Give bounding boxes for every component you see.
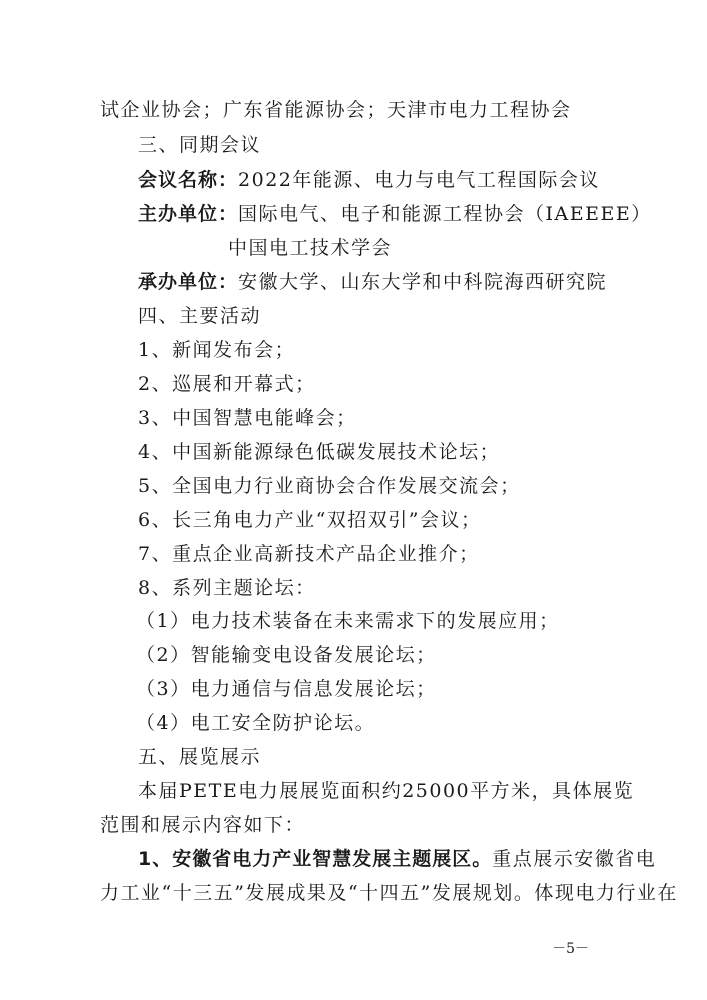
organizer-value: 安徽大学、山东大学和中科院海西研究院 [238, 271, 608, 293]
exhibit-area-text: 重点展示安徽省电 [492, 848, 657, 870]
body-paragraph-cont: 范围和展示内容如下： [100, 814, 306, 836]
meeting-name-row [138, 168, 600, 192]
section-heading-3: 三、同期会议 [138, 134, 262, 156]
activity-item: 6、长三角电力产业“双招双引”会议； [138, 509, 482, 531]
forum-item: （1）电力技术装备在未来需求下的发展应用； [136, 610, 560, 632]
host-value: 国际电气、电子和能源工程协会（IAEEEE） [238, 203, 652, 225]
meeting-name-label: 会议名称： [138, 169, 239, 191]
paragraph-continuation: 试企业协会；广东省能源协会；天津市电力工程协会 [100, 99, 572, 121]
page-number: －5－ [552, 941, 589, 957]
activity-item: 8、系列主题论坛： [138, 577, 316, 599]
activity-item: 1、新闻发布会； [138, 339, 296, 361]
meeting-name-value: 2022年能源、电力与电气工程国际会议 [238, 169, 600, 191]
activity-item: 4、中国新能源绿色低碳发展技术论坛； [138, 441, 501, 463]
exhibit-area-cont: 力工业“十三五”发展成果及“十四五”发展规划。体现电力行业在 [100, 882, 678, 904]
section-heading-5: 五、展览展示 [138, 746, 262, 768]
host-row [138, 202, 652, 226]
activity-item: 5、全国电力行业商协会合作发展交流会； [138, 475, 521, 497]
body-paragraph: 本届PETE电力展展览面积约25000平方米，具体展览 [138, 780, 635, 802]
forum-item: （2）智能输变电设备发展论坛； [136, 644, 437, 666]
forum-item: （3）电力通信与信息发展论坛； [136, 678, 437, 700]
exhibit-area-title: 1、安徽省电力产业智慧发展主题展区。 [138, 848, 493, 870]
exhibit-area-row [138, 847, 656, 871]
activity-item: 3、中国智慧电能峰会； [138, 407, 357, 429]
activity-item: 2、巡展和开幕式； [138, 373, 316, 395]
host-label: 主办单位： [138, 203, 239, 225]
forum-item: （4）电工安全防护论坛。 [136, 712, 376, 734]
activity-item: 7、重点企业高新技术产品企业推介； [138, 543, 480, 565]
host-value-2: 中国电工技术学会 [228, 237, 393, 259]
organizer-row [138, 270, 607, 294]
section-heading-4: 四、主要活动 [138, 305, 262, 327]
organizer-label: 承办单位： [138, 271, 239, 293]
